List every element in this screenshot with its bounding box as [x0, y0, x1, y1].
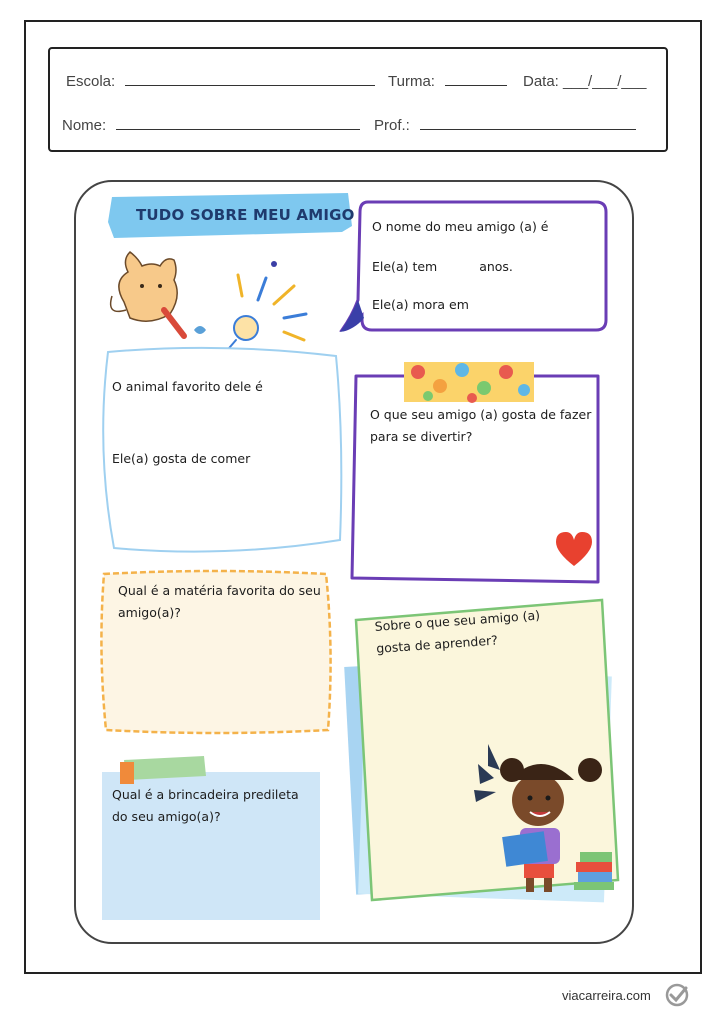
school-label: Escola:: [66, 73, 116, 90]
learn-question: Sobre o que seu amigo (a) gosta de aprender?: [374, 607, 541, 656]
date-label: Data:: [523, 73, 559, 90]
about-age-line: [372, 256, 513, 278]
worksheet-title: TUDO SOBRE MEU AMIGO: [136, 206, 355, 224]
books-stack: [574, 852, 614, 890]
about-age-prefix: Ele(a) tem: [372, 259, 438, 274]
game-tape: [124, 756, 206, 780]
footer-brand[interactable]: viacarreira.com: [562, 988, 651, 1003]
animal-line: O animal favorito dele é: [112, 379, 263, 394]
cat-illustration: [111, 252, 206, 336]
teacher-label: Prof.:: [374, 117, 410, 134]
about-age-suffix: anos.: [479, 259, 513, 274]
subject-question: Qual é a matéria favorita do seu amigo(a)?: [118, 583, 321, 620]
sparkle-burst: [224, 261, 306, 354]
about-name-line: O nome do meu amigo (a) é: [372, 219, 549, 234]
game-tape-tab: [120, 762, 134, 784]
dotted-tape: [404, 362, 534, 403]
about-home-line: Ele(a) mora em: [372, 297, 469, 312]
food-line: Ele(a) gosta de comer: [112, 451, 251, 466]
fun-question: O que seu amigo (a) gosta de fazer para se divertir?: [370, 407, 592, 444]
name-label: Nome:: [62, 117, 107, 134]
date-field[interactable]: ___/___/___: [563, 73, 647, 90]
class-label: Turma:: [388, 73, 435, 90]
brand-check-icon: [664, 982, 690, 1008]
game-question: Qual é a brincadeira predileta do seu amigo(a)?: [112, 787, 299, 824]
